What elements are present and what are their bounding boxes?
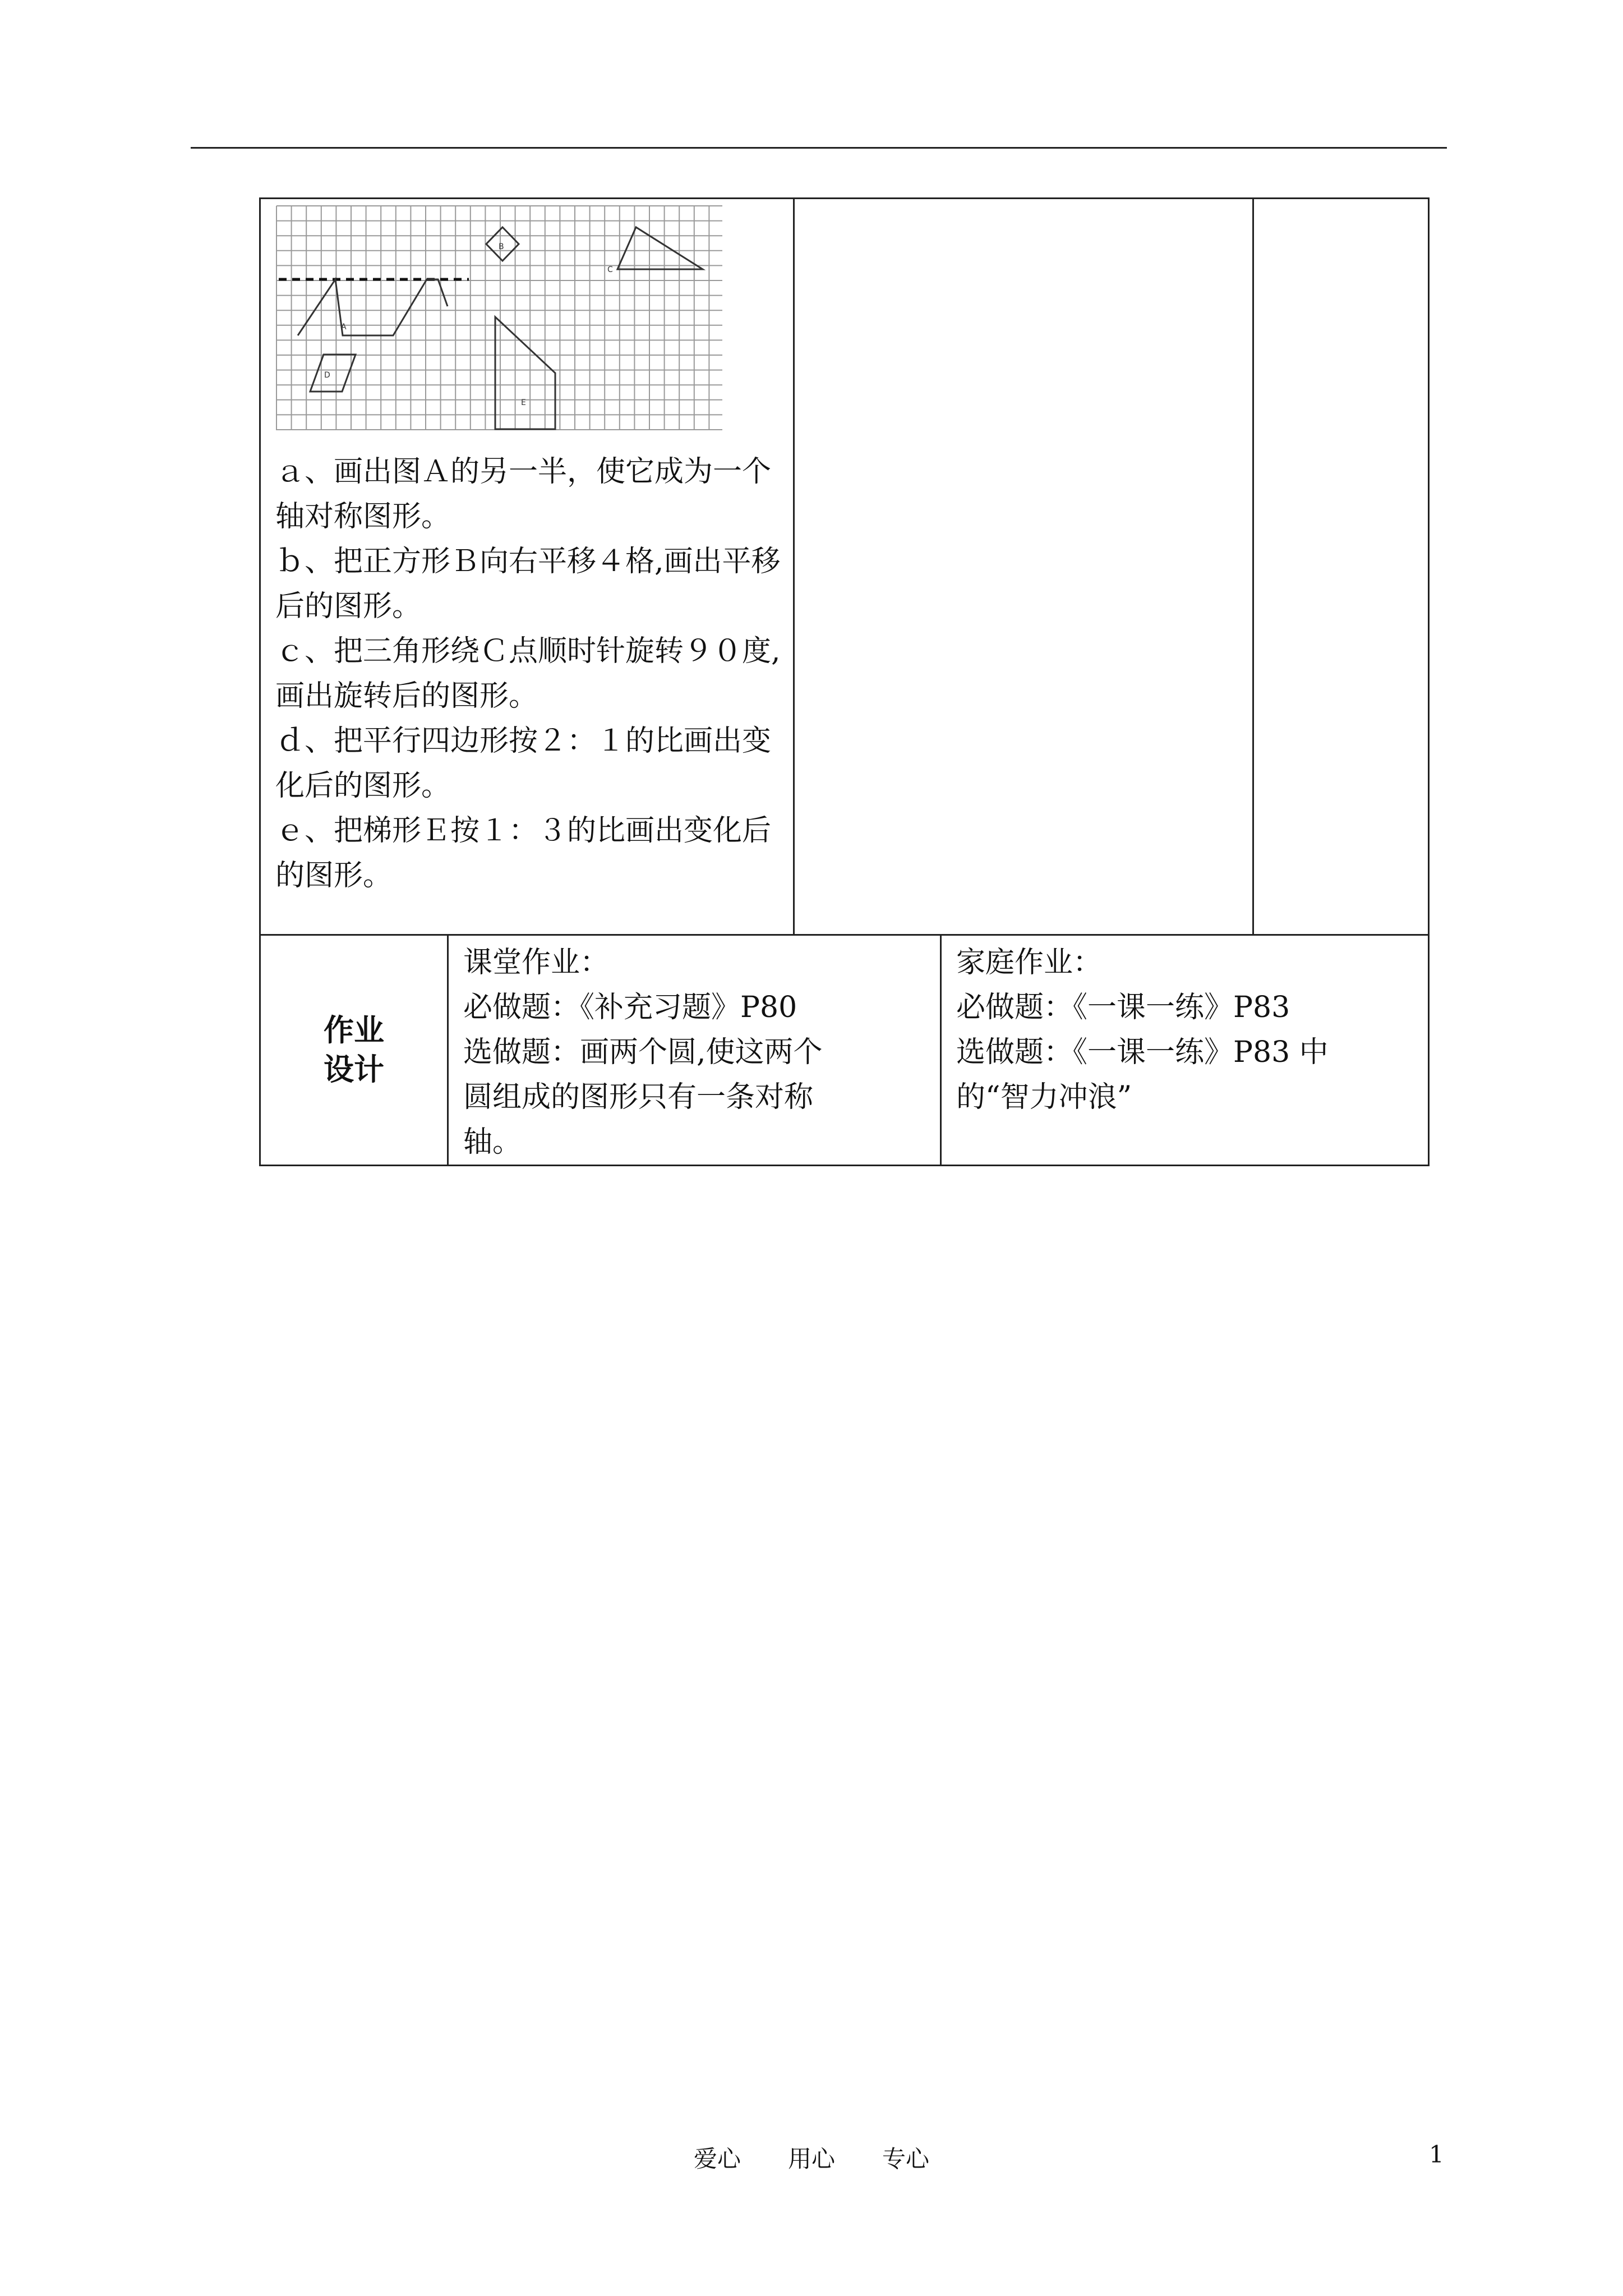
- task-list: [275, 449, 793, 898]
- exercise-cell: [260, 199, 794, 935]
- homework-label-line1: 作业: [324, 1013, 384, 1048]
- footer-slogan: [0, 2141, 1623, 2174]
- parallelogram-d: [310, 355, 356, 392]
- classwork-optional-line3: 轴。: [463, 1125, 522, 1159]
- footer-slogan-1: 爱心: [693, 2145, 741, 2173]
- classwork-optional-line1: 选做题：画两个圆,使这两个: [463, 1036, 823, 1069]
- triangle-c: [617, 227, 703, 269]
- home-optional-line2: 的“智力冲浪”: [956, 1080, 1132, 1114]
- homework-label-line2: 设计: [324, 1052, 384, 1087]
- lesson-table: [259, 197, 1430, 1166]
- shape-a-half: [298, 279, 448, 335]
- classwork-required: 必做题：《补充习题》P80: [463, 991, 797, 1024]
- home-title: 家庭作业：: [956, 946, 1103, 979]
- label-b: B: [499, 242, 504, 251]
- label-d: D: [324, 371, 330, 380]
- trapezoid-e: [495, 317, 555, 429]
- homework-label-cell: [260, 935, 448, 1166]
- label-a: A: [341, 323, 347, 332]
- footer-slogan-2: 用心: [787, 2145, 835, 2173]
- label-c: C: [607, 265, 613, 274]
- header-rule: [191, 147, 1447, 149]
- grid-figure: [275, 205, 769, 440]
- home-optional-line1: 选做题：《一课一练》P83 中: [956, 1036, 1329, 1069]
- task-item-b: ｂ、把正方形Ｂ向右平移４格,画出平移后的图形。: [275, 545, 781, 623]
- task-item-e: ｅ、把梯形Ｅ按１：３的比画出变化后的图形。: [275, 814, 772, 892]
- label-e: E: [521, 398, 526, 407]
- home-cell: [941, 935, 1429, 1166]
- classwork-optional-line2: 圆组成的图形只有一条对称: [463, 1080, 814, 1114]
- task-item-c: ｃ、把三角形绕Ｃ点顺时针旋转９０度,画出旋转后的图形。: [275, 634, 781, 713]
- footer-slogan-3: 专心: [882, 2145, 930, 2173]
- home-required: 必做题：《一课一练》P83: [956, 991, 1290, 1024]
- empty-middle-cell: [794, 199, 1253, 935]
- task-item-a: ａ、画出图Ａ的另一半，使它成为一个轴对称图形。: [275, 455, 772, 533]
- task-item-d: ｄ、把平行四边形按２：１的比画出变化后的图形。: [275, 724, 772, 803]
- page-number: 1: [1429, 2141, 1444, 2168]
- classwork-title: 课堂作业：: [463, 946, 610, 979]
- classwork-cell: [448, 935, 941, 1166]
- empty-right-cell: [1253, 199, 1429, 935]
